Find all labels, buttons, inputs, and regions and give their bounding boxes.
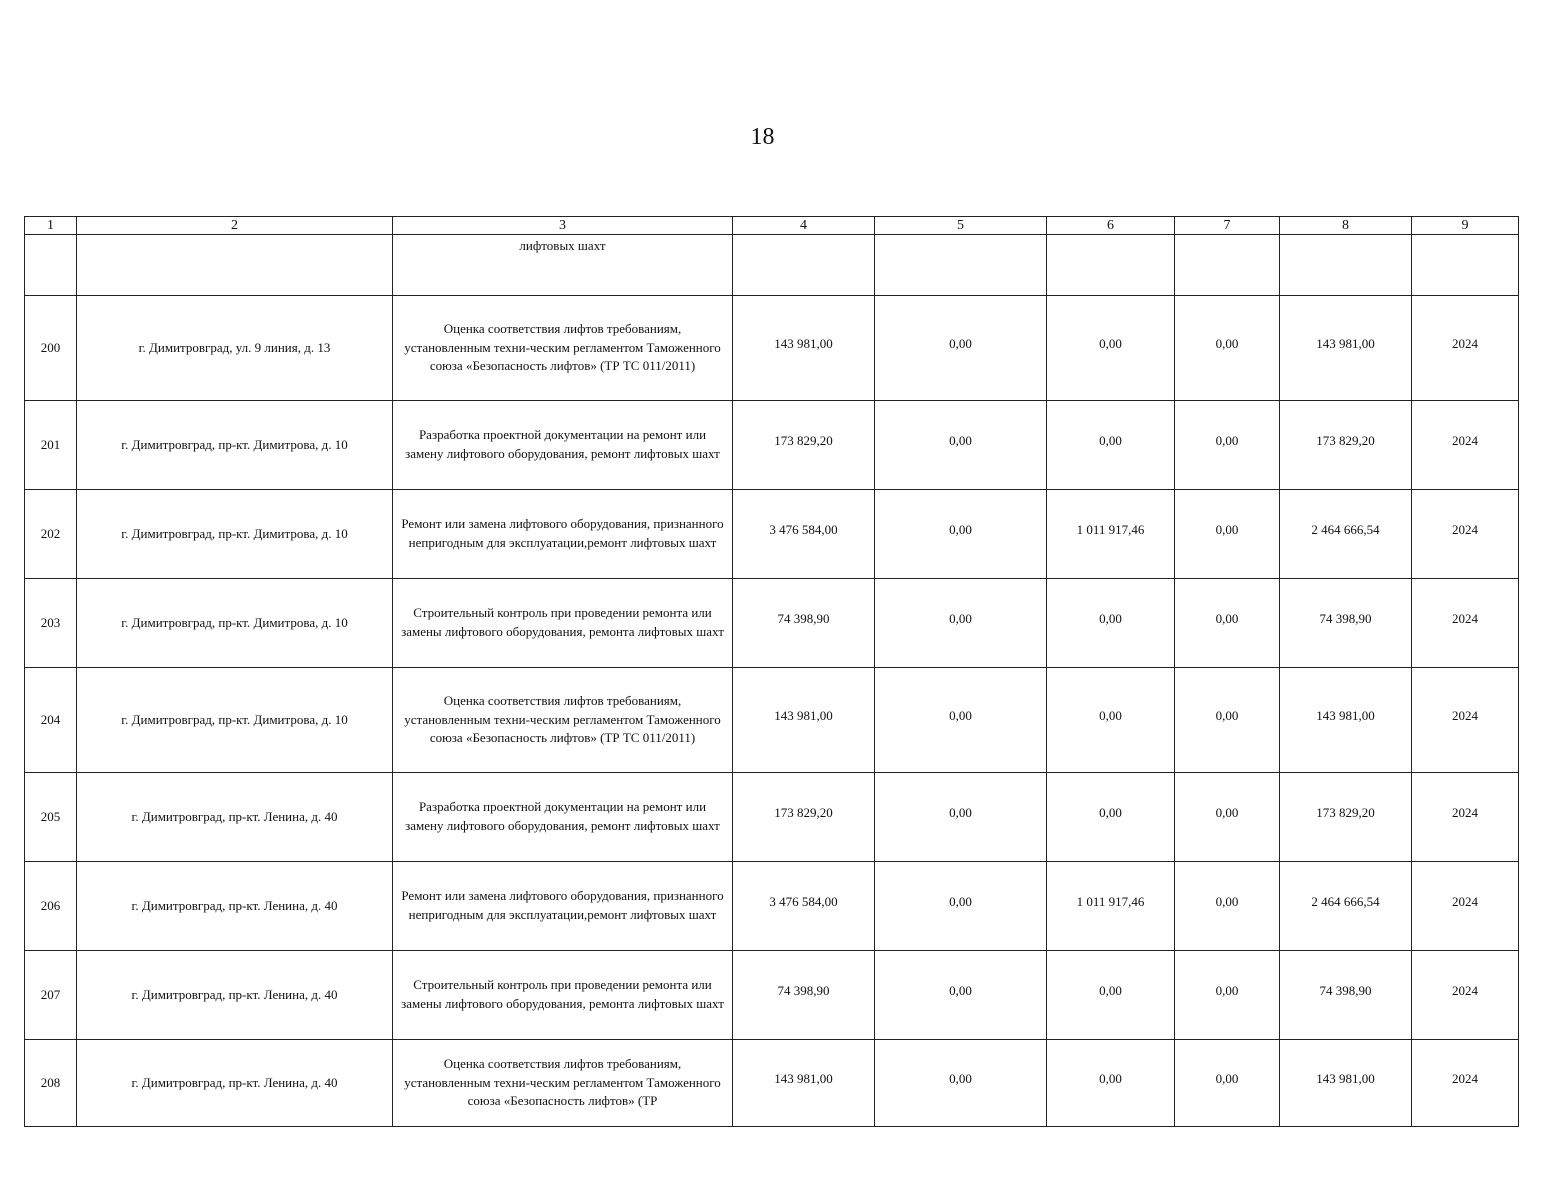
empty-cell [25,235,77,296]
year: 2024 [1412,401,1519,490]
address: г. Димитровград, пр-кт. Ленина, д. 40 [77,1040,393,1127]
col-7-value: 0,00 [1175,579,1280,668]
col-7-value: 0,00 [1175,951,1280,1040]
column-number: 4 [733,217,875,235]
work-description: Разработка проектной документации на ремонт или замену лифтового оборудования, ремонт лифтовых шахт [393,401,733,490]
col-5-value: 0,00 [875,862,1047,951]
address: г. Димитровград, пр-кт. Димитрова, д. 10 [77,401,393,490]
col-6-value: 1 011 917,46 [1047,490,1175,579]
total-cost: 143 981,00 [733,1040,875,1127]
col-8-value: 74 398,90 [1280,951,1412,1040]
table-row [25,1040,1519,1127]
column-number: 1 [25,217,77,235]
empty-cell [1175,235,1280,296]
col-8-value: 74 398,90 [1280,579,1412,668]
empty-cell [77,235,393,296]
year: 2024 [1412,773,1519,862]
col-8-value: 143 981,00 [1280,1040,1412,1127]
col-5-value: 0,00 [875,951,1047,1040]
col-7-value: 0,00 [1175,773,1280,862]
row-number: 208 [25,1040,77,1127]
col-8-value: 2 464 666,54 [1280,490,1412,579]
column-number: 2 [77,217,393,235]
address: г. Димитровград, пр-кт. Димитрова, д. 10 [77,579,393,668]
table-row [25,773,1519,862]
column-number: 8 [1280,217,1412,235]
work-description: Разработка проектной документации на ремонт или замену лифтового оборудования, ремонт лифтовых шахт [393,773,733,862]
col-7-value: 0,00 [1175,668,1280,773]
col-8-value: 143 981,00 [1280,296,1412,401]
continuation-row [25,235,1519,296]
table-row [25,862,1519,951]
total-cost: 173 829,20 [733,401,875,490]
row-number: 200 [25,296,77,401]
work-description: Оценка соответствия лифтов требованиям, установленным техни-ческим регламентом Таможенного союза «Безопасность лифтов» (ТР [393,1040,733,1127]
total-cost: 3 476 584,00 [733,490,875,579]
col-6-value: 0,00 [1047,401,1175,490]
empty-cell [733,235,875,296]
col-8-value: 2 464 666,54 [1280,862,1412,951]
empty-cell [1412,235,1519,296]
year: 2024 [1412,862,1519,951]
total-cost: 143 981,00 [733,668,875,773]
address: г. Димитровград, пр-кт. Димитрова, д. 10 [77,668,393,773]
col-5-value: 0,00 [875,579,1047,668]
works-table [24,216,1519,1127]
col-5-value: 0,00 [875,773,1047,862]
year: 2024 [1412,490,1519,579]
col-5-value: 0,00 [875,1040,1047,1127]
table-row [25,579,1519,668]
row-number: 205 [25,773,77,862]
total-cost: 143 981,00 [733,296,875,401]
table-row [25,296,1519,401]
col-7-value: 0,00 [1175,296,1280,401]
col-8-value: 173 829,20 [1280,401,1412,490]
address: г. Димитровград, пр-кт. Ленина, д. 40 [77,951,393,1040]
col-5-value: 0,00 [875,490,1047,579]
total-cost: 74 398,90 [733,579,875,668]
column-number: 3 [393,217,733,235]
year: 2024 [1412,579,1519,668]
col-6-value: 0,00 [1047,296,1175,401]
column-number: 9 [1412,217,1519,235]
row-number: 201 [25,401,77,490]
col-8-value: 143 981,00 [1280,668,1412,773]
address: г. Димитровград, пр-кт. Ленина, д. 40 [77,862,393,951]
table-row [25,668,1519,773]
work-description: Оценка соответствия лифтов требованиям, установленным техни-ческим регламентом Таможенного союза «Безопасность лифтов» (ТР ТС 011/2011) [393,668,733,773]
work-description: Ремонт или замена лифтового оборудования, признанного непригодным для эксплуатации,ремонт лифтовых шахт [393,490,733,579]
row-number: 204 [25,668,77,773]
col-7-value: 0,00 [1175,490,1280,579]
year: 2024 [1412,296,1519,401]
row-number: 202 [25,490,77,579]
year: 2024 [1412,1040,1519,1127]
empty-cell [875,235,1047,296]
work-description: Строительный контроль при проведении ремонта или замены лифтового оборудования, ремонта лифтовых шахт [393,579,733,668]
col-6-value: 0,00 [1047,668,1175,773]
col-6-value: 0,00 [1047,1040,1175,1127]
year: 2024 [1412,951,1519,1040]
column-number: 6 [1047,217,1175,235]
row-number: 207 [25,951,77,1040]
col-6-value: 0,00 [1047,951,1175,1040]
address: г. Димитровград, пр-кт. Ленина, д. 40 [77,773,393,862]
col-5-value: 0,00 [875,401,1047,490]
work-description: Ремонт или замена лифтового оборудования, признанного непригодным для эксплуатации,ремонт лифтовых шахт [393,862,733,951]
col-5-value: 0,00 [875,668,1047,773]
column-number: 5 [875,217,1047,235]
col-8-value: 173 829,20 [1280,773,1412,862]
empty-cell [1047,235,1175,296]
work-description: Оценка соответствия лифтов требованиям, установленным техни-ческим регламентом Таможенного союза «Безопасность лифтов» (ТР ТС 011/2011) [393,296,733,401]
row-number: 206 [25,862,77,951]
total-cost: 74 398,90 [733,951,875,1040]
year: 2024 [1412,668,1519,773]
table-row [25,401,1519,490]
work-description: Строительный контроль при проведении ремонта или замены лифтового оборудования, ремонта лифтовых шахт [393,951,733,1040]
col-5-value: 0,00 [875,296,1047,401]
row-number: 203 [25,579,77,668]
col-6-value: 0,00 [1047,579,1175,668]
table-row [25,490,1519,579]
col-7-value: 0,00 [1175,862,1280,951]
address: г. Димитровград, ул. 9 линия, д. 13 [77,296,393,401]
column-number: 7 [1175,217,1280,235]
empty-cell [1280,235,1412,296]
total-cost: 173 829,20 [733,773,875,862]
page-number: 18 [750,124,775,150]
address: г. Димитровград, пр-кт. Димитрова, д. 10 [77,490,393,579]
column-number-row [25,217,1519,235]
col-6-value: 1 011 917,46 [1047,862,1175,951]
table-row [25,951,1519,1040]
col-7-value: 0,00 [1175,1040,1280,1127]
col-7-value: 0,00 [1175,401,1280,490]
total-cost: 3 476 584,00 [733,862,875,951]
work-description: лифтовых шахт [393,235,733,296]
col-6-value: 0,00 [1047,773,1175,862]
